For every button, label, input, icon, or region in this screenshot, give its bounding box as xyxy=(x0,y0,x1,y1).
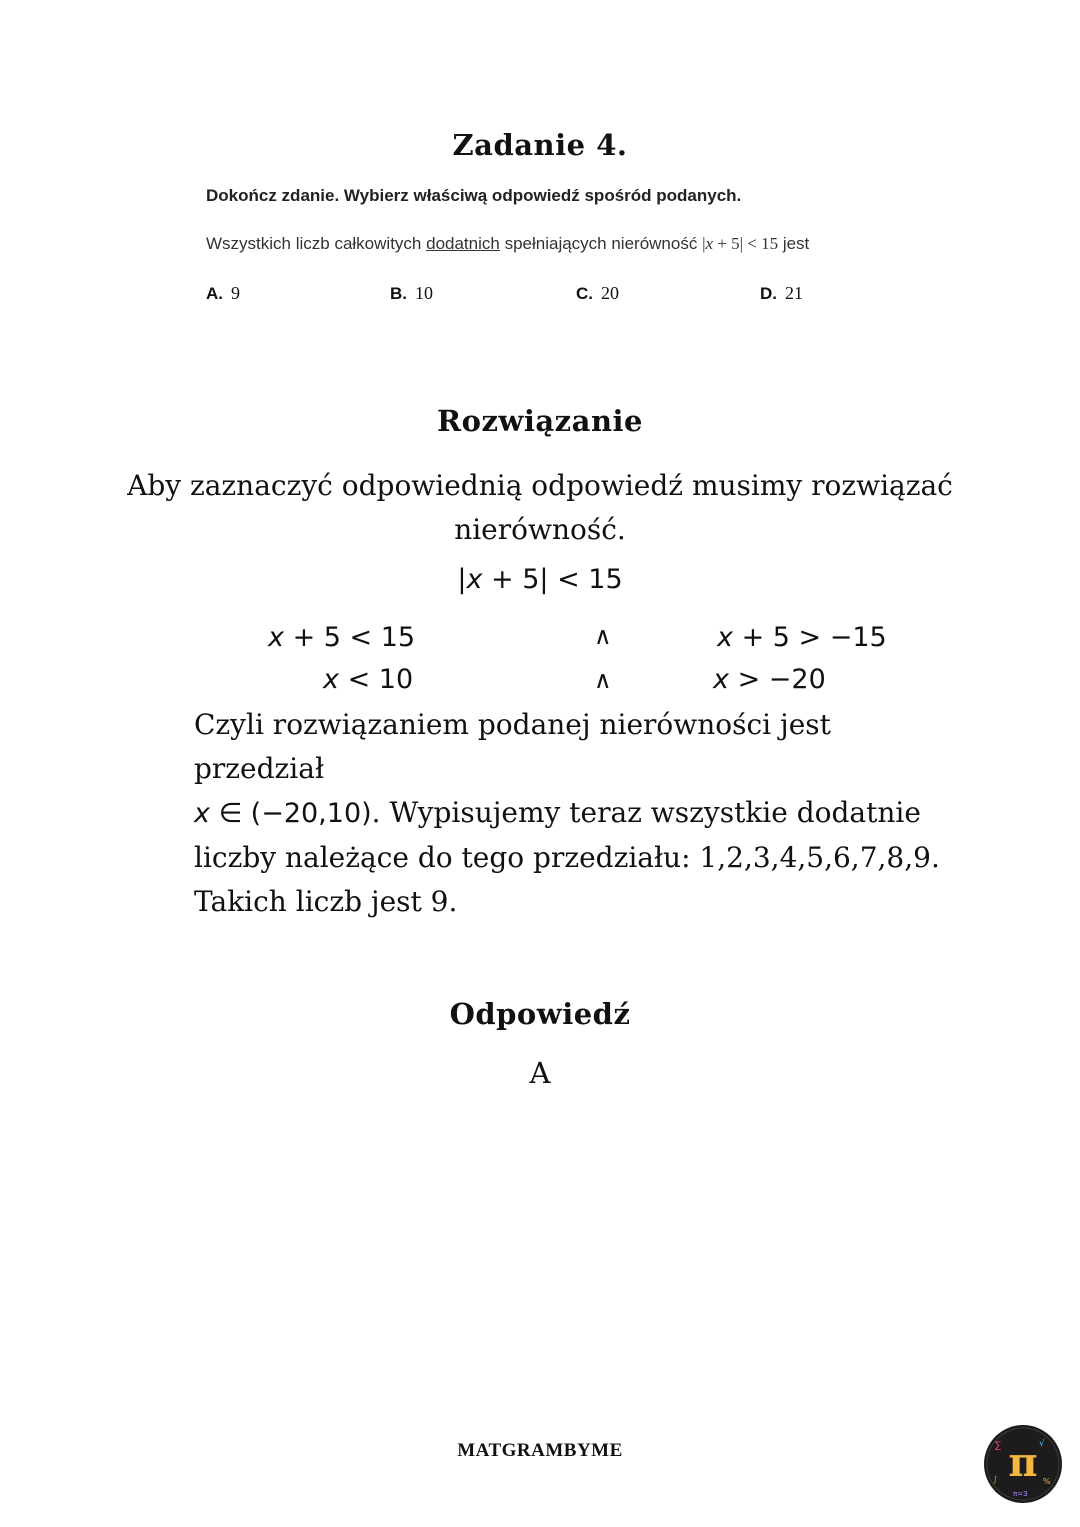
question-underlined-word: dodatnich xyxy=(426,234,500,253)
case-left-1 xyxy=(268,622,415,653)
main-inequality xyxy=(0,564,1080,595)
conclusion-line-1: Czyli rozwiązaniem podanej nierówności jest przedział xyxy=(194,708,831,785)
svg-text:%: % xyxy=(1043,1477,1051,1486)
question-middle: spełniających nierówność xyxy=(499,234,703,253)
conclusion-line-3: liczby należące do tego przedziału: 1,2,3,4,5,6,7,8,9. xyxy=(194,841,940,874)
conclusion-line-4: Takich liczb jest 9. xyxy=(194,885,458,918)
svg-text:π: π xyxy=(1008,1439,1038,1486)
option-b[interactable] xyxy=(390,283,433,304)
main-inequality-rest: + 5| < 15 xyxy=(482,564,623,595)
task-instruction: Dokończ zdanie. Wybierz właściwą odpowiedź spośród podanych. xyxy=(206,186,742,205)
question-math-var: x xyxy=(705,234,714,253)
solution-title: Rozwiązanie xyxy=(437,404,643,438)
case-left-2 xyxy=(323,664,413,695)
case-right-2 xyxy=(713,664,826,695)
svg-text:∫: ∫ xyxy=(993,1475,998,1484)
option-d-value: 21 xyxy=(785,283,803,303)
case-right-2-rest: > −20 xyxy=(728,664,826,695)
option-b-value: 10 xyxy=(415,283,433,303)
case-right-1 xyxy=(717,622,887,653)
answer-value: A xyxy=(529,1056,551,1090)
main-inequality-open: | xyxy=(457,564,467,595)
conclusion-line-2 xyxy=(194,791,954,836)
conclusion-interval: ∈ (−20,10) xyxy=(209,798,372,829)
conclusion-line-2-rest: . Wypisujemy teraz wszystkie dodatnie xyxy=(371,796,921,829)
pi-logo-icon xyxy=(983,1424,1063,1504)
footer-brand: MATGRAMBYME xyxy=(457,1440,623,1461)
svg-text:√: √ xyxy=(1039,1439,1045,1449)
question-math-open: | xyxy=(702,234,706,253)
case-left-1-var: x xyxy=(268,622,284,653)
option-b-letter: B. xyxy=(390,284,407,303)
svg-text:π=3: π=3 xyxy=(1013,1490,1028,1498)
answer-title: Odpowiedź xyxy=(449,997,631,1031)
solution-intro xyxy=(0,464,1080,552)
task-question xyxy=(206,234,809,254)
case-right-2-var: x xyxy=(713,664,729,695)
and-symbol-2: ∧ xyxy=(594,666,612,694)
option-c-value: 20 xyxy=(601,283,619,303)
case-left-2-rest: < 10 xyxy=(338,664,414,695)
option-d[interactable] xyxy=(760,283,803,304)
option-c[interactable] xyxy=(576,283,619,304)
option-d-letter: D. xyxy=(760,284,777,303)
question-prefix: Wszystkich liczb całkowitych xyxy=(206,234,427,253)
case-right-1-var: x xyxy=(717,622,733,653)
svg-text:∑: ∑ xyxy=(995,1441,1002,1451)
question-math-rest: + 5| < 15 xyxy=(713,234,779,253)
main-inequality-var: x xyxy=(466,564,483,595)
option-c-letter: C. xyxy=(576,284,593,303)
option-a[interactable] xyxy=(206,283,240,304)
solution-intro-line2: nierówność. xyxy=(454,513,626,546)
case-left-1-rest: + 5 < 15 xyxy=(283,622,416,653)
conclusion-var: x xyxy=(194,798,210,829)
pi-logo-graphic xyxy=(983,1424,1063,1504)
task-title: Zadanie 4. xyxy=(452,128,628,162)
option-a-letter: A. xyxy=(206,284,223,303)
and-symbol-1: ∧ xyxy=(594,622,612,650)
question-suffix: jest xyxy=(778,234,810,253)
solution-conclusion xyxy=(194,703,954,924)
question-inequality xyxy=(702,234,778,253)
option-a-value: 9 xyxy=(231,283,240,303)
case-right-1-rest: + 5 > −15 xyxy=(732,622,887,653)
case-left-2-var: x xyxy=(323,664,339,695)
solution-intro-line1: Aby zaznaczyć odpowiednią odpowiedź musimy rozwiązać xyxy=(127,469,953,502)
